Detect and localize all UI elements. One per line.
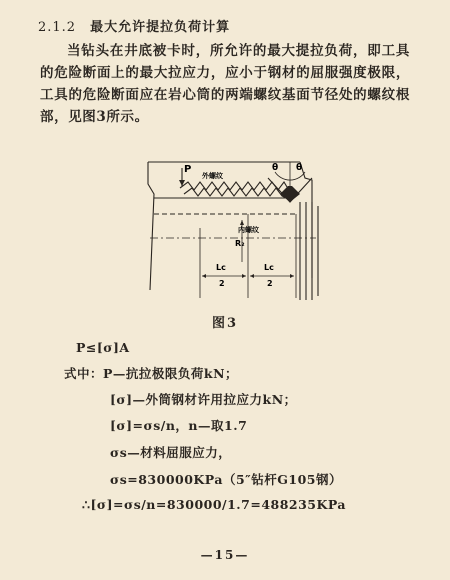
sigma-s-value: σs=830000KPa（5″钻杆G105钢） xyxy=(110,472,342,487)
lc-label-right: Lc xyxy=(264,263,274,272)
result-line: ∴[σ]=σs/n=830000/1.7=488235KPa xyxy=(82,497,347,512)
radius-label: R₂ xyxy=(235,239,245,248)
external-thread-label: 外螺纹 xyxy=(202,172,223,180)
force-label: P xyxy=(184,164,192,175)
sigma-definition: [σ]—外筒钢材许用拉应力kN； xyxy=(110,392,297,407)
thread-diagram xyxy=(140,158,330,306)
page-number: —15— xyxy=(200,548,250,562)
where-prefix: 式中： xyxy=(64,366,104,381)
body-paragraph: 当钻头在井底被卡时，所允许的最大提拉负荷，即工具的危险断面上的最大拉应力，应小于钢材的屈服强度极限，工具的危险断面应在岩心筒的两端螺纹基面节径处的螺纹根部，见图3所示。 xyxy=(40,43,410,125)
half-angle-label: θ xyxy=(296,163,303,173)
section-heading xyxy=(38,16,230,35)
section-title: 最大允许提拉负荷计算 xyxy=(90,20,231,35)
sigma-equation: [σ]=σs/n，n—取1.7 xyxy=(110,418,248,433)
internal-thread-label: 内螺纹 xyxy=(238,226,259,234)
section-number: 2.1.2 xyxy=(38,20,77,35)
lc-denominator-left: 2 xyxy=(219,279,225,288)
lc-label-left: Lc xyxy=(216,263,226,272)
lc-denominator-right: 2 xyxy=(267,279,273,288)
figure-caption: 图3 xyxy=(211,316,239,331)
theta-label: θ xyxy=(272,163,279,173)
where-p-definition: P—抗拉极限负荷kN； xyxy=(103,366,239,381)
inequality-line: P≤[σ]A xyxy=(76,340,130,355)
sigma-s-definition: σs—材料屈服应力， xyxy=(110,445,232,460)
where-line xyxy=(64,364,238,382)
